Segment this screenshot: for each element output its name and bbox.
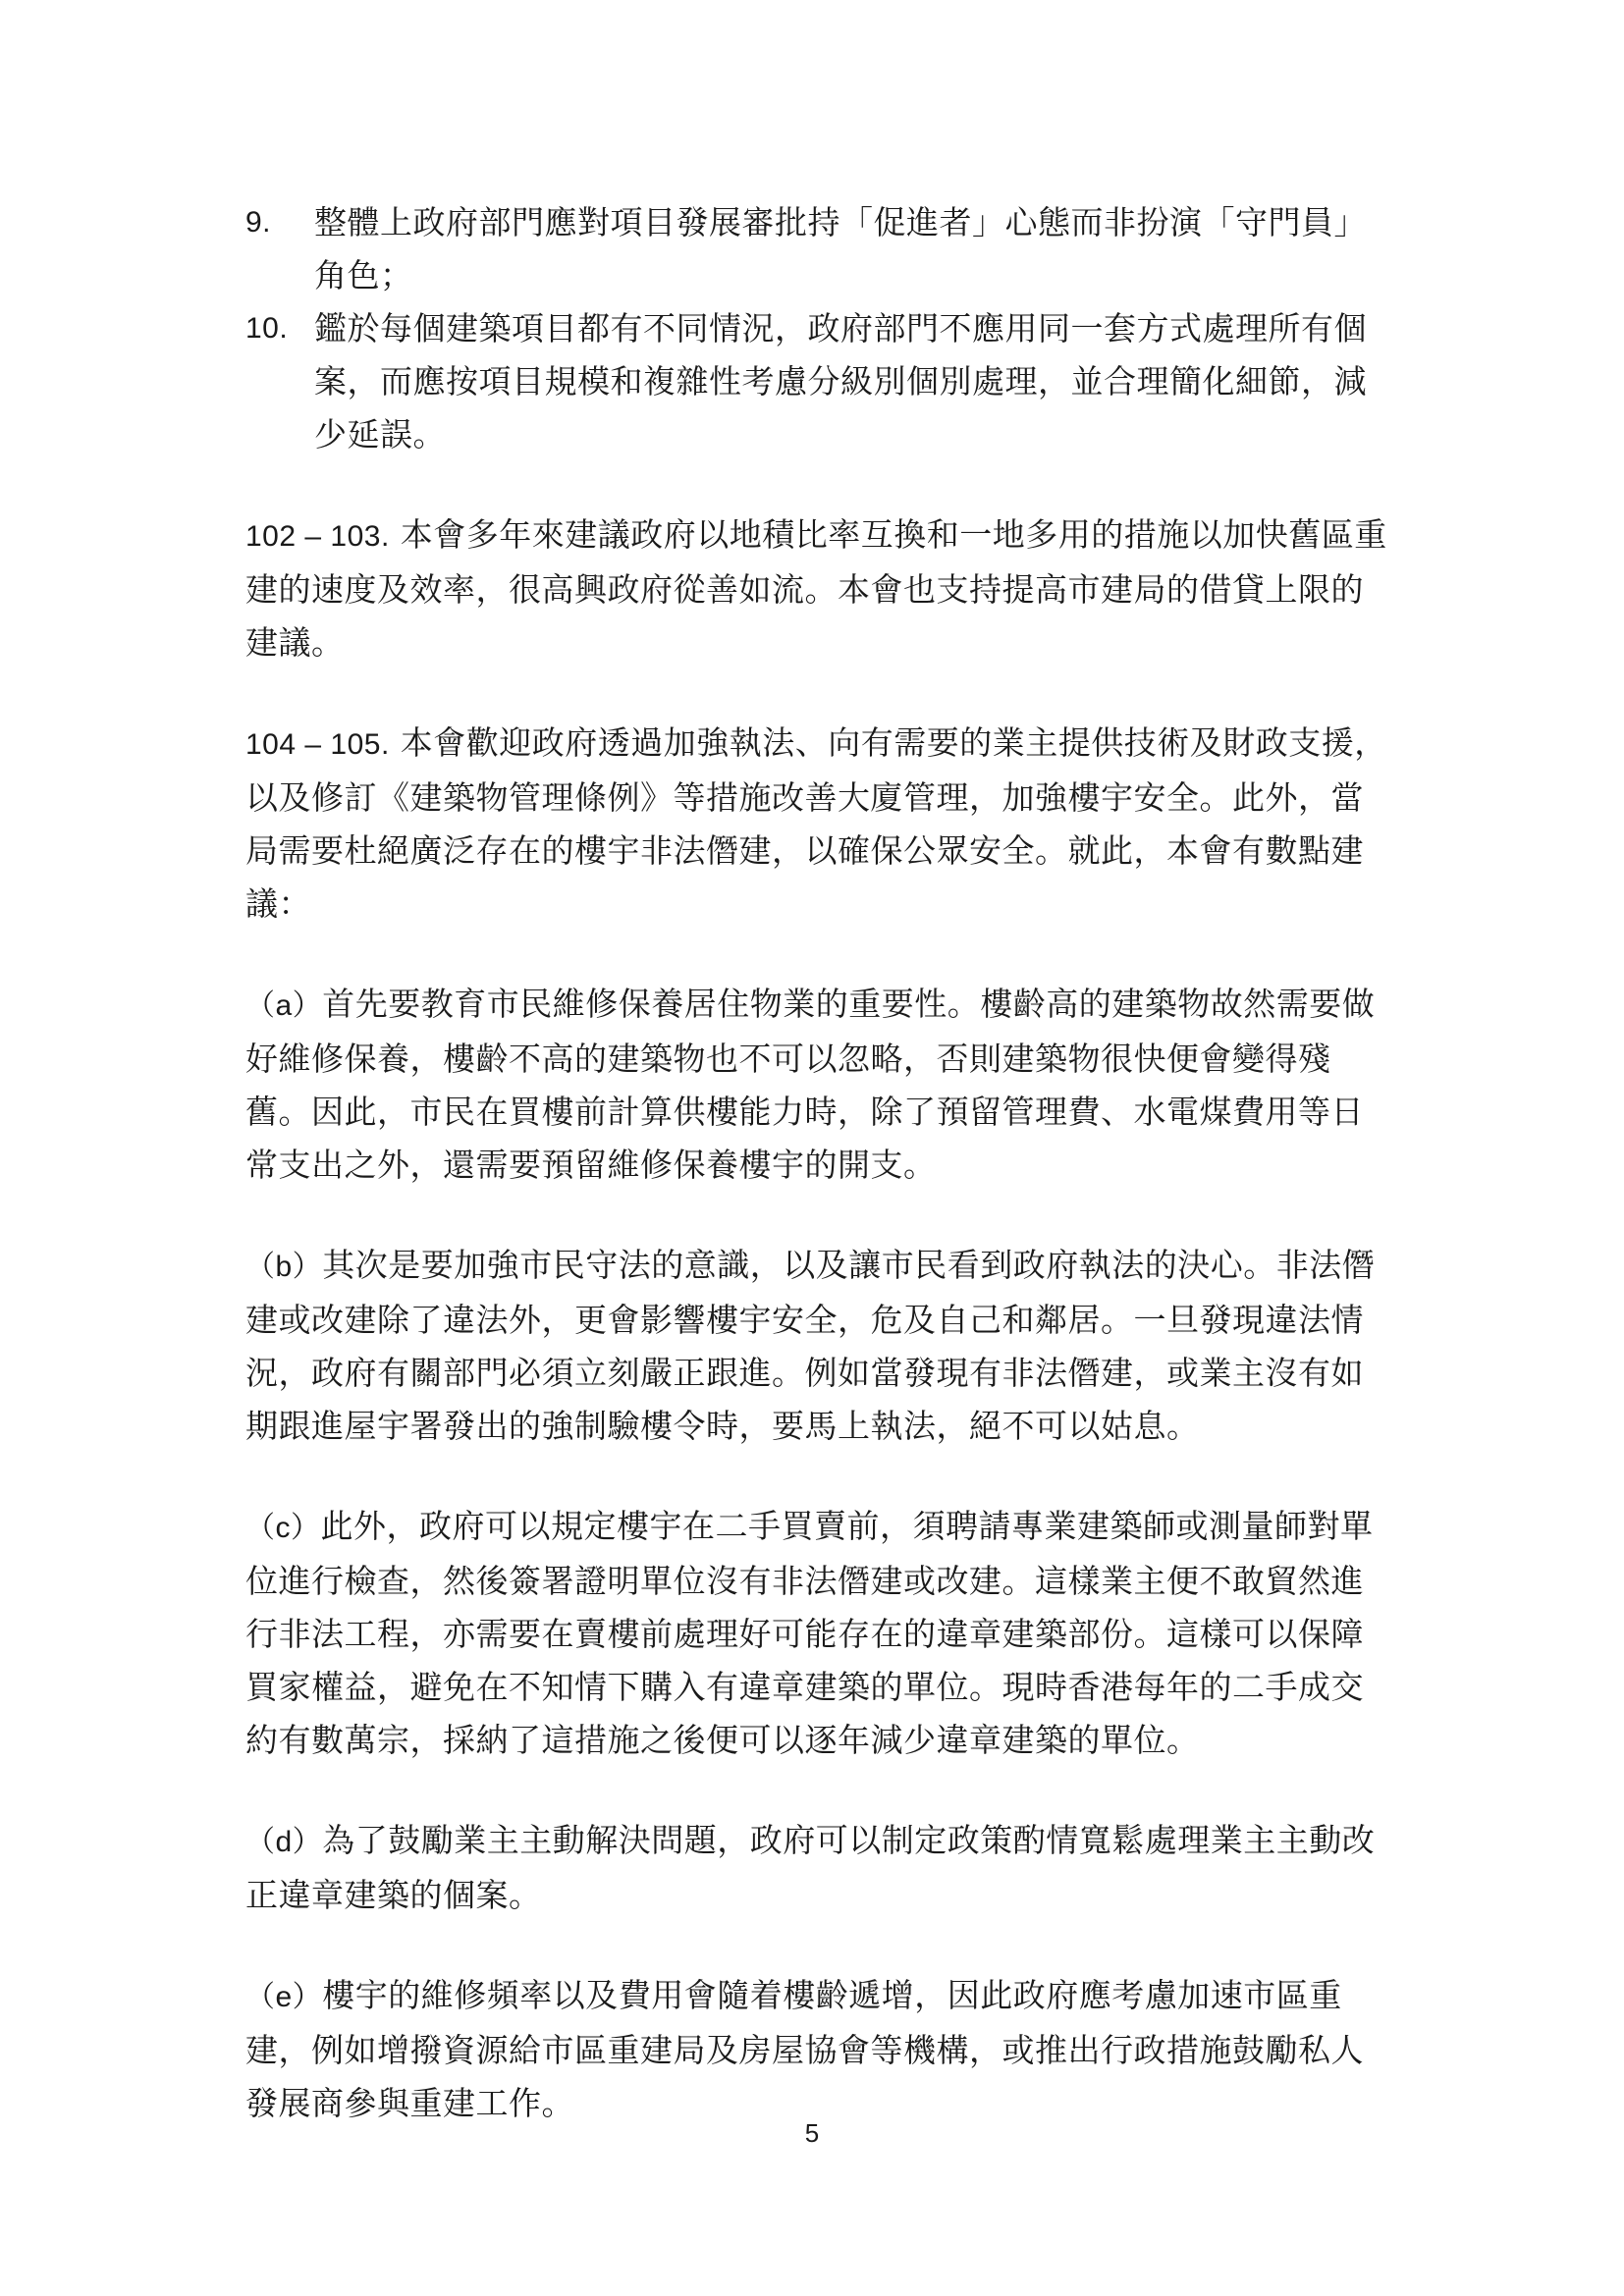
paragraph-text: 本會多年來建議政府以地積比率互換和一地多用的措施以加快舊區重建的速度及效率，很高興政府從善如流。本會也支持提高市建局的借貸上限的建議。 (245, 515, 1387, 662)
sub-item-label: （d） (245, 1826, 323, 1858)
sub-item-text: 首先要教育市民維修保養居住物業的重要性。樓齡高的建築物故然需要做好維修保養，樓齡不高的建築物也不可以忽略，否則建築物很快便會變得殘舊。因此，市民在買樓前計算供樓能力時，除了預留管理費、水電煤費用等日常支出之外，還需要預留維修保養樓宇的開支。 (245, 985, 1376, 1184)
list-item-number: 9. (245, 206, 272, 239)
sub-item-label: （a） (245, 989, 323, 1022)
paragraph-102-103 (245, 508, 1394, 669)
paragraph-reference: 102 – 103. (245, 520, 390, 553)
list-item-text: 整體上政府部門應對項目發展審批持「促進者」心態而非扮演「守門員」角色； (314, 203, 1367, 294)
sub-item-d (245, 1814, 1394, 1922)
list-item-9 (245, 196, 1394, 302)
page-content (245, 196, 1394, 2177)
page-number: 5 (804, 2118, 820, 2148)
sub-item-text: 樓宇的維修頻率以及費用會隨着樓齡遞增，因此政府應考慮加速市區重建，例如增撥資源給市區重建局及房屋協會等機構，或推出行政措施鼓勵私人發展商參與重建工作。 (245, 1976, 1364, 2122)
sub-item-label: （c） (245, 1512, 321, 1544)
list-item-number: 10. (245, 312, 289, 345)
sub-item-text: 此外，政府可以規定樓宇在二手買賣前，須聘請專業建築師或測量師對單位進行檢查，然後簽署證明單位沒有非法僭建或改建。這樣業主便不敢貿然進行非法工程，亦需要在賣樓前處理好可能存在的違章建築部份。這樣可以保障買家權益，避免在不知情下購入有違章建築的單位。現時香港每年的二手成交約有數萬宗，採納了這措施之後便可以逐年減少違章建築的單位。 (245, 1507, 1374, 1759)
sub-item-text: 為了鼓勵業主主動解決問題，政府可以制定政策酌情寬鬆處理業主主動改正違章建築的個案。 (245, 1821, 1376, 1914)
sub-item-a (245, 978, 1394, 1192)
list-item-text: 鑑於每個建築項目都有不同情況，政府部門不應用同一套方式處理所有個案，而應按項目規模和複雜性考慮分級別個別處理，並合理簡化細節，減少延誤。 (314, 309, 1367, 454)
sub-item-c (245, 1500, 1394, 1767)
sub-item-label: （b） (245, 1251, 323, 1283)
list-item-10 (245, 302, 1394, 461)
numbered-list (245, 196, 1394, 461)
paragraph-text: 本會歡迎政府透過加強執法、向有需要的業主提供技術及財政支援，以及修訂《建築物管理條例》等措施改善大廈管理，加強樓宇安全。此外，當局需要杜絕廣泛存在的樓宇非法僭建，以確保公眾安全。就此，本會有數點建議： (245, 723, 1387, 923)
sub-item-label: （e） (245, 1981, 323, 2013)
sub-item-text: 其次是要加強市民守法的意識，以及讓市民看到政府執法的決心。非法僭建或改建除了違法外，更會影響樓宇安全，危及自己和鄰居。一旦發現違法情況，政府有關部門必須立刻嚴正跟進。例如當發現有非法僭建，或業主沒有如期跟進屋宇署發出的強制驗樓令時，要馬上執法，絕不可以姑息。 (245, 1246, 1376, 1445)
paragraph-reference: 104 – 105. (245, 728, 390, 761)
paragraph-104-105 (245, 717, 1394, 931)
sub-item-e (245, 1969, 1394, 2130)
sub-item-b (245, 1239, 1394, 1453)
